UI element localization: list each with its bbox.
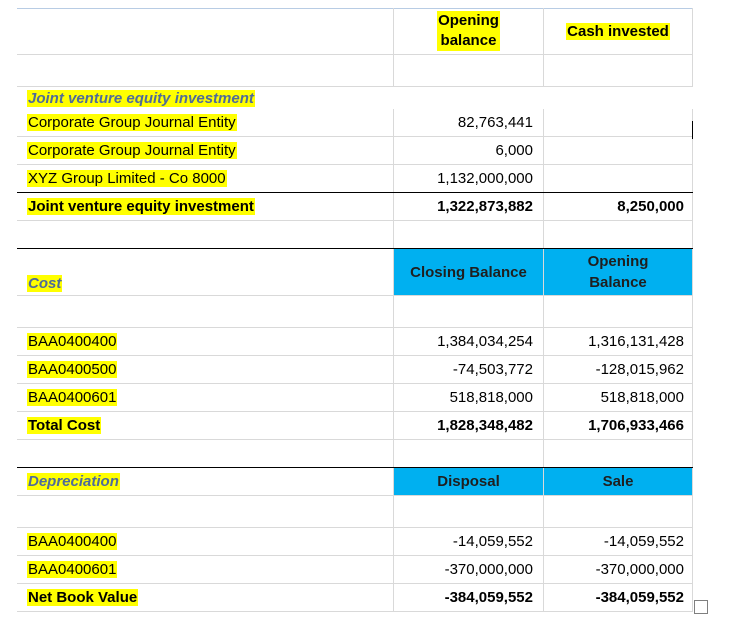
row-value: 6,000: [495, 142, 533, 159]
blank-cell[interactable]: [544, 496, 693, 527]
row-value: 82,763,441: [457, 114, 533, 131]
blank-cell[interactable]: [394, 55, 544, 86]
table-row: [17, 384, 693, 412]
total-value-cell[interactable]: [394, 193, 544, 220]
blank-cell[interactable]: [17, 296, 394, 327]
dep-section-title: Depreciation: [28, 473, 119, 490]
cost-header-opening-balance[interactable]: [544, 249, 693, 295]
blank-cell[interactable]: [544, 87, 693, 109]
table-row: [17, 528, 693, 556]
row-value-cell[interactable]: [544, 528, 693, 555]
row-value: 518,818,000: [449, 389, 533, 406]
header-opening-line1: Opening: [438, 12, 499, 29]
row-value-cell[interactable]: [394, 356, 544, 383]
row-value: -74,503,772: [452, 361, 533, 378]
total-value: 1,322,873,882: [437, 198, 533, 215]
blank-cell[interactable]: [544, 221, 693, 248]
table-row: [17, 137, 693, 165]
header-cell-label[interactable]: [17, 8, 394, 54]
row-value: -370,000,000: [444, 561, 533, 578]
total-value-cell[interactable]: [544, 193, 693, 220]
header-cash-invested-label: Cash invested: [567, 22, 669, 40]
cost-header-row: [17, 249, 693, 296]
header-opening-line2: balance: [440, 32, 497, 49]
row-value-cell[interactable]: [544, 328, 693, 355]
row-label-cell[interactable]: [17, 556, 394, 583]
total-value: -384,059,552: [595, 589, 684, 606]
dep-header-disposal[interactable]: [394, 468, 544, 495]
row-value-cell[interactable]: [544, 109, 693, 136]
total-label: Total Cost: [28, 417, 101, 434]
blank-cell[interactable]: [17, 496, 394, 527]
row-label-cell[interactable]: [17, 109, 394, 136]
cost-section-title-cell[interactable]: [17, 249, 394, 295]
blank-row: [17, 55, 693, 87]
dep-section-title-cell[interactable]: [17, 468, 394, 495]
row-value: 518,818,000: [600, 389, 684, 406]
total-value-cell[interactable]: [394, 412, 544, 439]
header-cell-cash-invested[interactable]: [544, 8, 693, 54]
row-value-cell[interactable]: [394, 109, 544, 136]
row-value-cell[interactable]: [394, 328, 544, 355]
blank-row: [17, 296, 693, 328]
blank-row: [17, 221, 693, 249]
row-label-cell[interactable]: [17, 356, 394, 383]
row-value-cell[interactable]: [544, 384, 693, 411]
blank-cell[interactable]: [544, 440, 693, 467]
row-label: BAA0400601: [28, 389, 117, 406]
blank-cell[interactable]: [394, 296, 544, 327]
blank-cell[interactable]: [544, 296, 693, 327]
row-value-cell[interactable]: [394, 165, 544, 192]
row-value-cell[interactable]: [394, 556, 544, 583]
row-label: BAA0400500: [28, 361, 117, 378]
spreadsheet: [17, 8, 693, 612]
total-row: [17, 193, 693, 221]
header-row: [17, 8, 693, 55]
blank-cell[interactable]: [394, 87, 544, 109]
jv-section-title: Joint venture equity investment: [28, 89, 254, 107]
table-row: [17, 328, 693, 356]
blank-cell[interactable]: [17, 440, 394, 467]
total-value: -384,059,552: [444, 589, 533, 606]
table-row: [17, 109, 693, 137]
cost-header-opening-line2: Balance: [589, 274, 647, 291]
total-value: 1,706,933,466: [588, 417, 684, 434]
total-label-cell[interactable]: [17, 584, 394, 611]
row-value: -370,000,000: [595, 561, 684, 578]
resize-handle[interactable]: [694, 600, 708, 614]
row-label-cell[interactable]: [17, 165, 394, 192]
row-value: 1,384,034,254: [437, 333, 533, 350]
cost-header-opening-line1: Opening: [587, 253, 649, 270]
row-label: BAA0400400: [28, 533, 117, 550]
table-row: [17, 356, 693, 384]
total-label: Joint venture equity investment: [28, 198, 254, 215]
dep-header-sale-label: Sale: [602, 473, 634, 490]
text-cursor: [692, 121, 693, 139]
header-cell-opening-balance[interactable]: [394, 8, 544, 54]
total-value-cell[interactable]: [544, 412, 693, 439]
row-value: 1,132,000,000: [437, 170, 533, 187]
dep-header-disposal-label: Disposal: [437, 473, 500, 490]
blank-cell[interactable]: [17, 221, 394, 248]
row-label: Corporate Group Journal Entity: [28, 114, 236, 131]
row-value: -14,059,552: [452, 533, 533, 550]
cost-section-title: Cost: [28, 275, 62, 292]
row-label-cell[interactable]: [17, 328, 394, 355]
jv-section-title-row: [17, 87, 693, 109]
row-value-cell[interactable]: [544, 556, 693, 583]
row-value-cell[interactable]: [544, 165, 693, 192]
row-value-cell[interactable]: [544, 356, 693, 383]
row-label-cell[interactable]: [17, 384, 394, 411]
total-label-cell[interactable]: [17, 412, 394, 439]
total-label-cell[interactable]: [17, 193, 394, 220]
blank-row: [17, 496, 693, 528]
row-label-cell[interactable]: [17, 137, 394, 164]
blank-cell[interactable]: [394, 440, 544, 467]
row-label: XYZ Group Limited - Co 8000: [28, 170, 226, 187]
row-value: 1,316,131,428: [588, 333, 684, 350]
total-row: [17, 412, 693, 440]
total-value-cell[interactable]: [394, 584, 544, 611]
total-row: [17, 584, 693, 612]
row-label-cell[interactable]: [17, 528, 394, 555]
row-value-cell[interactable]: [394, 137, 544, 164]
table-row: [17, 165, 693, 193]
total-value-cell[interactable]: [544, 584, 693, 611]
dep-header-sale[interactable]: [544, 468, 693, 495]
dep-header-row: [17, 468, 693, 496]
jv-section-title-cell[interactable]: [17, 87, 394, 109]
cost-header-closing-balance[interactable]: [394, 249, 544, 295]
row-value-cell[interactable]: [394, 528, 544, 555]
blank-cell[interactable]: [394, 496, 544, 527]
cost-header-closing-balance-label: Closing Balance: [410, 263, 527, 281]
table-row: [17, 556, 693, 584]
total-value: 1,828,348,482: [437, 417, 533, 434]
row-label: BAA0400400: [28, 333, 117, 350]
blank-cell[interactable]: [394, 221, 544, 248]
row-value: -14,059,552: [603, 533, 684, 550]
total-value: 8,250,000: [617, 198, 684, 215]
row-value: -128,015,962: [595, 361, 684, 378]
row-value-cell[interactable]: [544, 137, 693, 164]
blank-cell[interactable]: [544, 55, 693, 86]
total-label: Net Book Value: [28, 589, 138, 606]
row-value-cell[interactable]: [394, 384, 544, 411]
blank-row: [17, 440, 693, 468]
row-label: BAA0400601: [28, 561, 117, 578]
row-label: Corporate Group Journal Entity: [28, 142, 236, 159]
blank-cell[interactable]: [17, 55, 394, 86]
